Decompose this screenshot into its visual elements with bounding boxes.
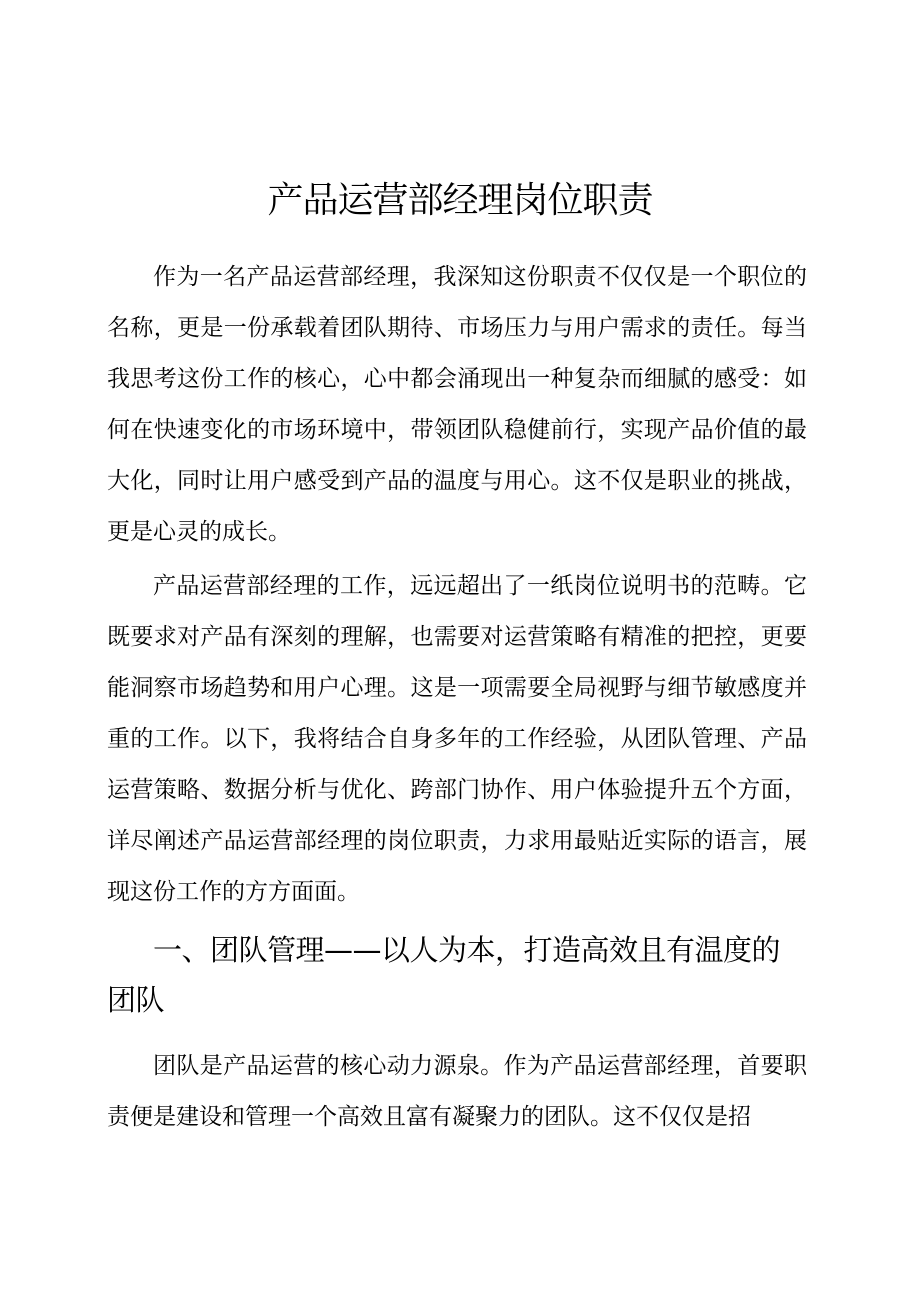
overview-paragraph: 产品运营部经理的工作，远远超出了一纸岗位说明书的范畴。它既要求对产品有深刻的理解，也需要对运营策略有精准的把控，更要能洞察市场趋势和用户心理。这是一项需要全局视野与细节敏感度并重的工作。以下，我将结合自身多年的工作经验，从团队管理、产品运营策略、数据分析与优化、跨部门协作、用户体验提升五个方面，详尽阐述产品运营部经理的岗位职责，力求用最贴近实际的语言，展现这份工作的方方面面。: [107, 573, 807, 905]
document-title: 产品运营部经理岗位职责: [267, 180, 653, 221]
intro-paragraph: 作为一名产品运营部经理，我深知这份职责不仅仅是一个职位的名称，更是一份承载着团队期待、市场压力与用户需求的责任。每当我思考这份工作的核心，心中都会涌现出一种复杂而细腻的感受：如何在快速变化的市场环境中，带领团队稳健前行，实现产品价值的最大化，同时让用户感受到产品的温度与用心。这不仅是职业的挑战，更是心灵的成长。: [107, 264, 807, 545]
section-heading-team-management: 一、团队管理——以人为本，打造高效且有温度的团队: [107, 933, 781, 1017]
section-paragraph-team-management: 团队是产品运营的核心动力源泉。作为产品运营部经理，首要职责便是建设和管理一个高效且富有凝聚力的团队。这不仅仅是招: [107, 1053, 807, 1130]
